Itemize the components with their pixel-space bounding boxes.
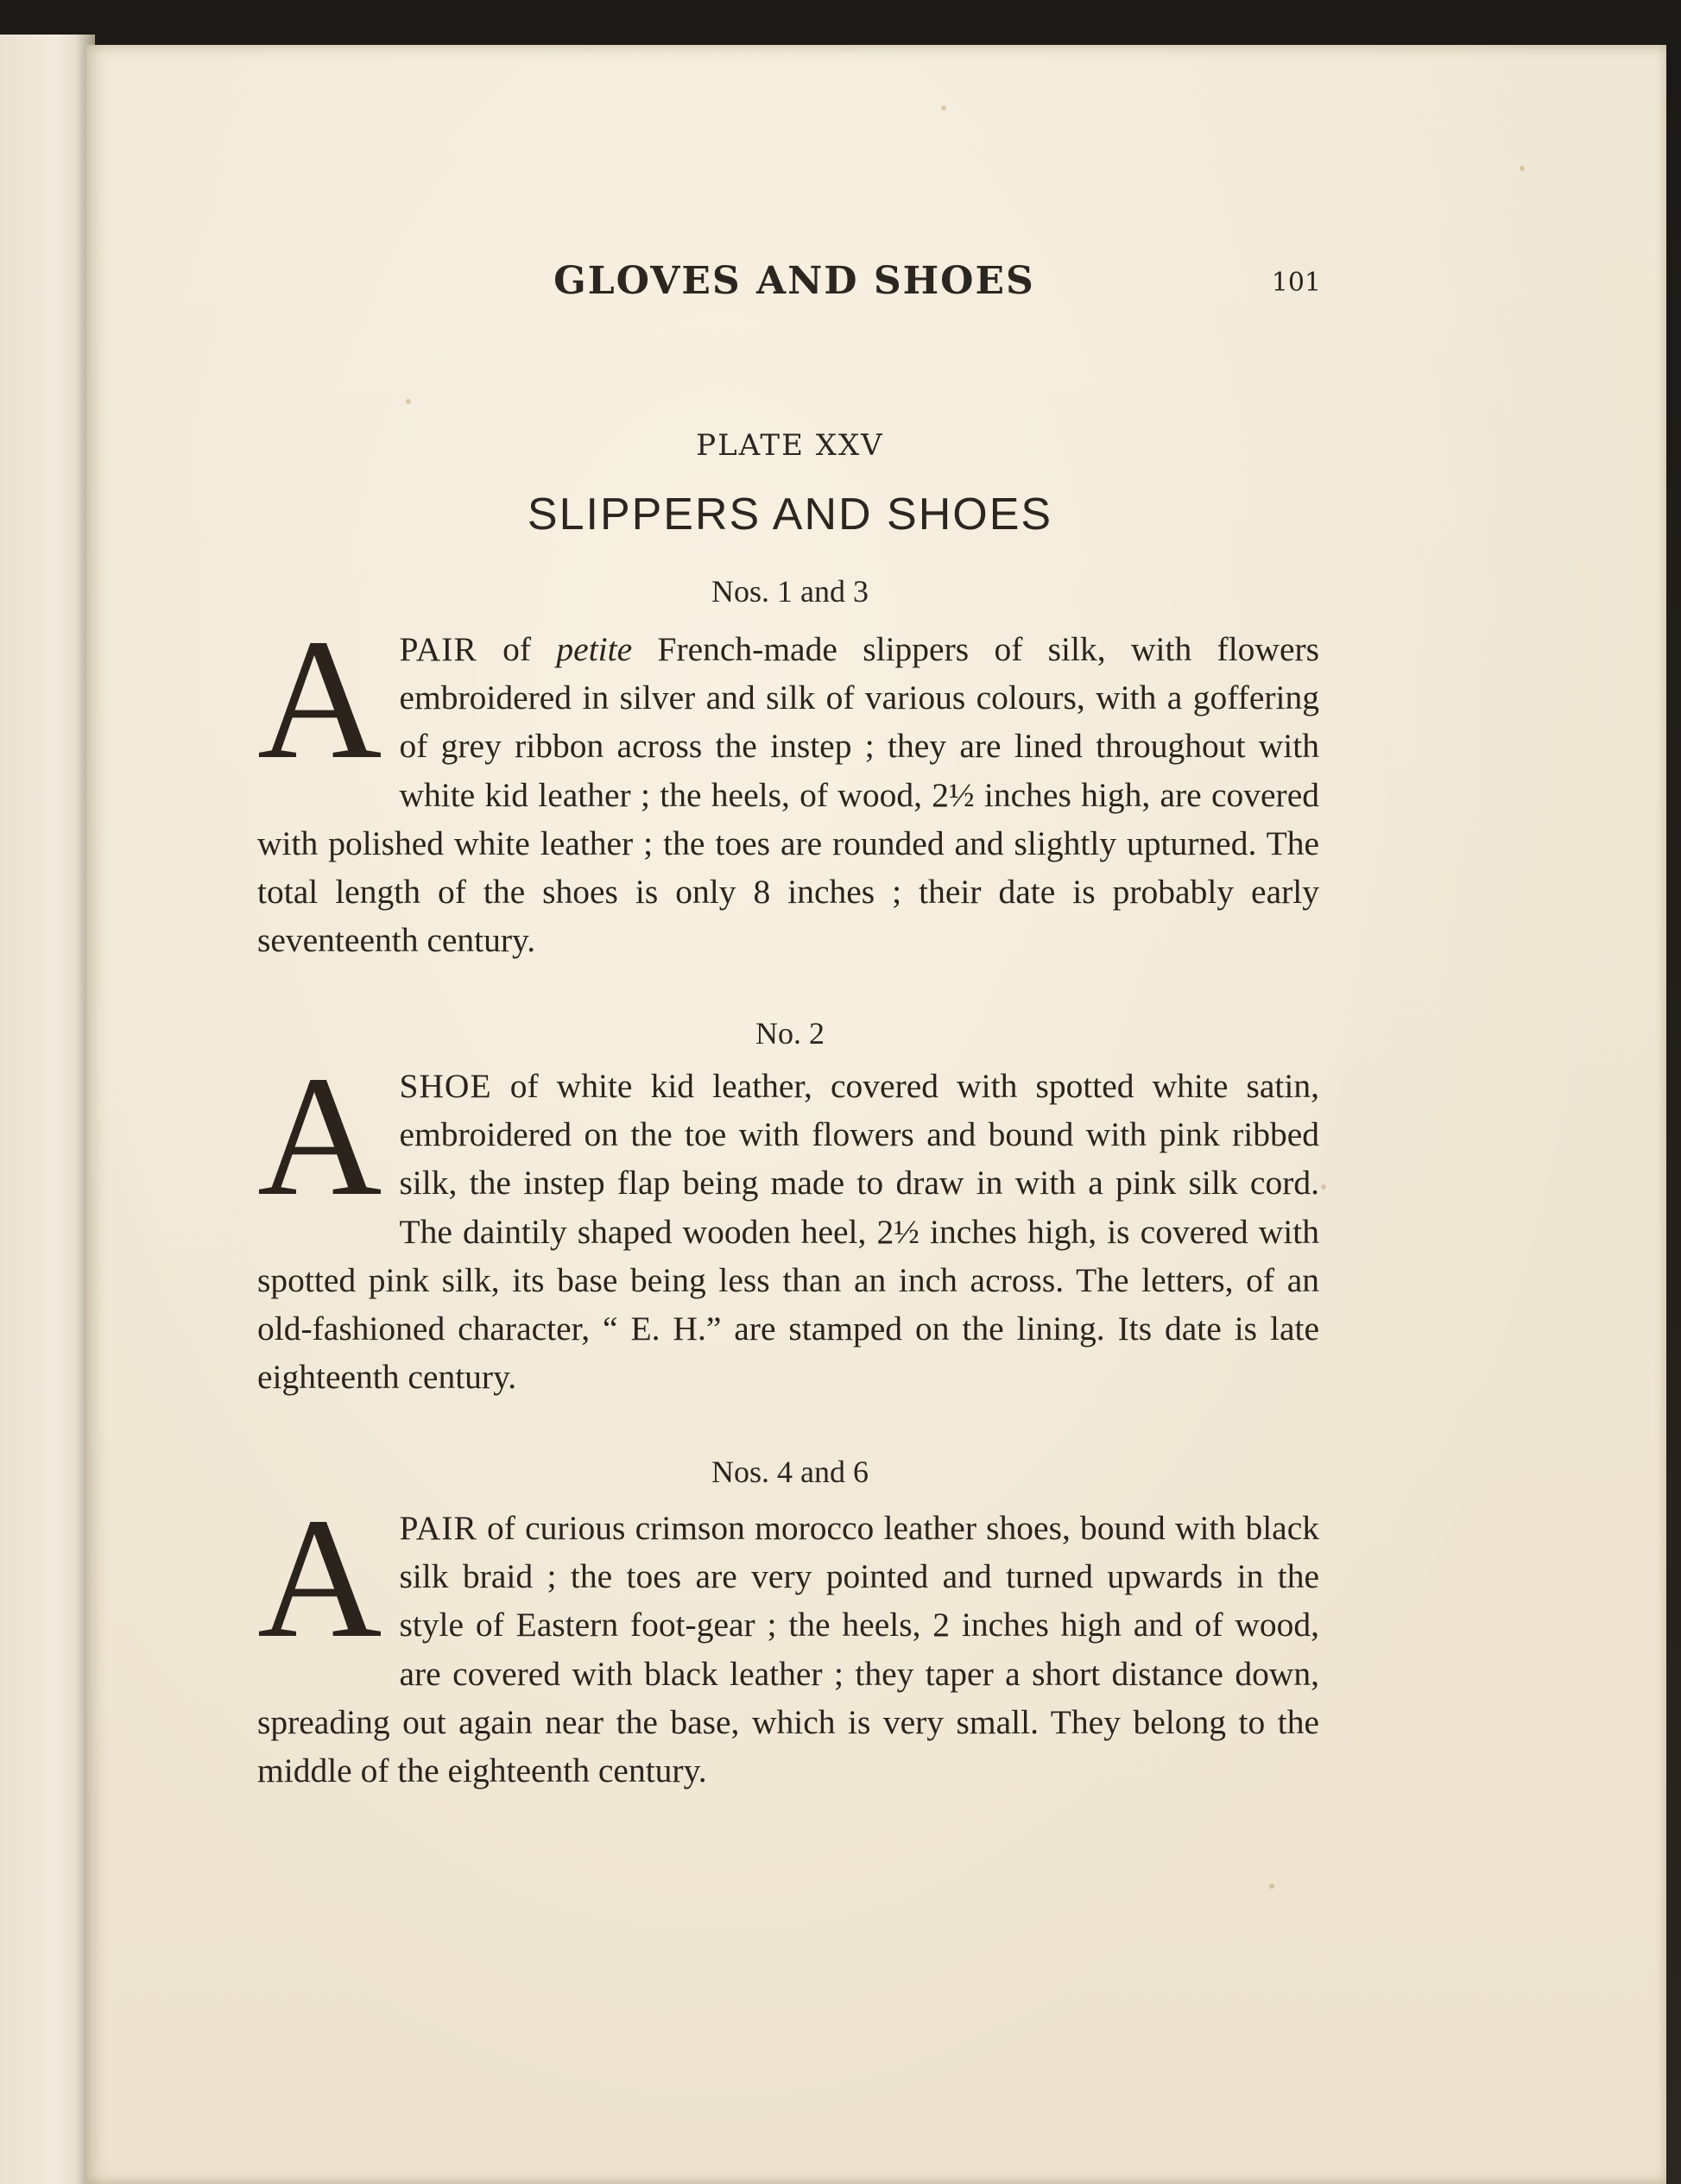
heading-prefix: Nos. <box>711 574 770 609</box>
paragraph-2 <box>257 1041 1319 1401</box>
foxing-spot <box>1321 1184 1326 1190</box>
drop-cap: A <box>257 604 382 795</box>
foxing-spot <box>1520 166 1525 171</box>
running-title: GLOVES AND SHOES <box>553 259 1035 303</box>
paragraph-3 <box>257 1483 1319 1795</box>
section-heading-1 <box>259 573 1321 609</box>
paragraph-text: of white kid leather, covered with spotted white satin, embroidered on the toe with flowers and bound with pink ribbed silk, the instep flap being made to draw in with a pink silk cord. The daintily shaped wooden heel, 2½ inches high, is covered with spotted pink silk, its base being less than an inch across. The letters, of an old-fashioned character, “ E. H.” are stamped on the lining. Its date is late eighteenth century. <box>257 1067 1319 1397</box>
foxing-spot <box>406 399 411 404</box>
paragraph-text: French-made slippers of silk, with flowers embroidered in silver and silk of various colours, with a goffering of grey ribbon across the instep ; they are lined throughout with white kid leather ; the heels, of wood, 2½ inches high, are covered with polished white leather ; the toes are rounded and slightly upturned. The total length of the shoes is only 8 inches ; their date is probably early seventeenth century. <box>257 630 1319 960</box>
heading-number: 3 <box>853 574 869 609</box>
heading-number: 6 <box>853 1455 869 1489</box>
heading-number: 1 <box>777 574 793 609</box>
page-number: 101 <box>1271 268 1321 298</box>
foxing-spot <box>941 105 946 110</box>
paragraph-text: of curious crimson morocco leather shoes, bound with black silk braid ; the toes are very pointed and turned upwards in the style of Eastern foot-gear ; the heels, 2 inches high and of wood, are covered with black leather ; they taper a short distance down, spreading out again near the base, which is very small. They belong to the middle of the eighteenth century. <box>257 1509 1319 1790</box>
plate-label: PLATE XXV <box>696 428 884 463</box>
lead-word: PAIR <box>399 630 477 668</box>
heading-number: 2 <box>809 1016 825 1051</box>
lead-word: SHOE <box>399 1067 492 1105</box>
heading-number: 4 <box>777 1455 793 1489</box>
heading-and: and <box>800 574 845 609</box>
section-heading-3 <box>259 1454 1321 1490</box>
drop-cap: A <box>257 1483 382 1674</box>
plate-title: SLIPPERS AND SHOES <box>527 489 1053 540</box>
foxing-spot <box>1269 1884 1274 1889</box>
heading-and: and <box>800 1455 845 1489</box>
italic-word: petite <box>556 630 633 668</box>
lead-word: PAIR <box>399 1509 477 1547</box>
heading-prefix: Nos. <box>711 1455 770 1489</box>
running-head <box>0 259 1681 311</box>
paragraph-1 <box>257 604 1319 964</box>
drop-cap: A <box>257 1041 382 1232</box>
paragraph-text: of <box>477 630 557 668</box>
section-heading-2 <box>259 1015 1321 1051</box>
heading-prefix: No. <box>755 1016 801 1051</box>
